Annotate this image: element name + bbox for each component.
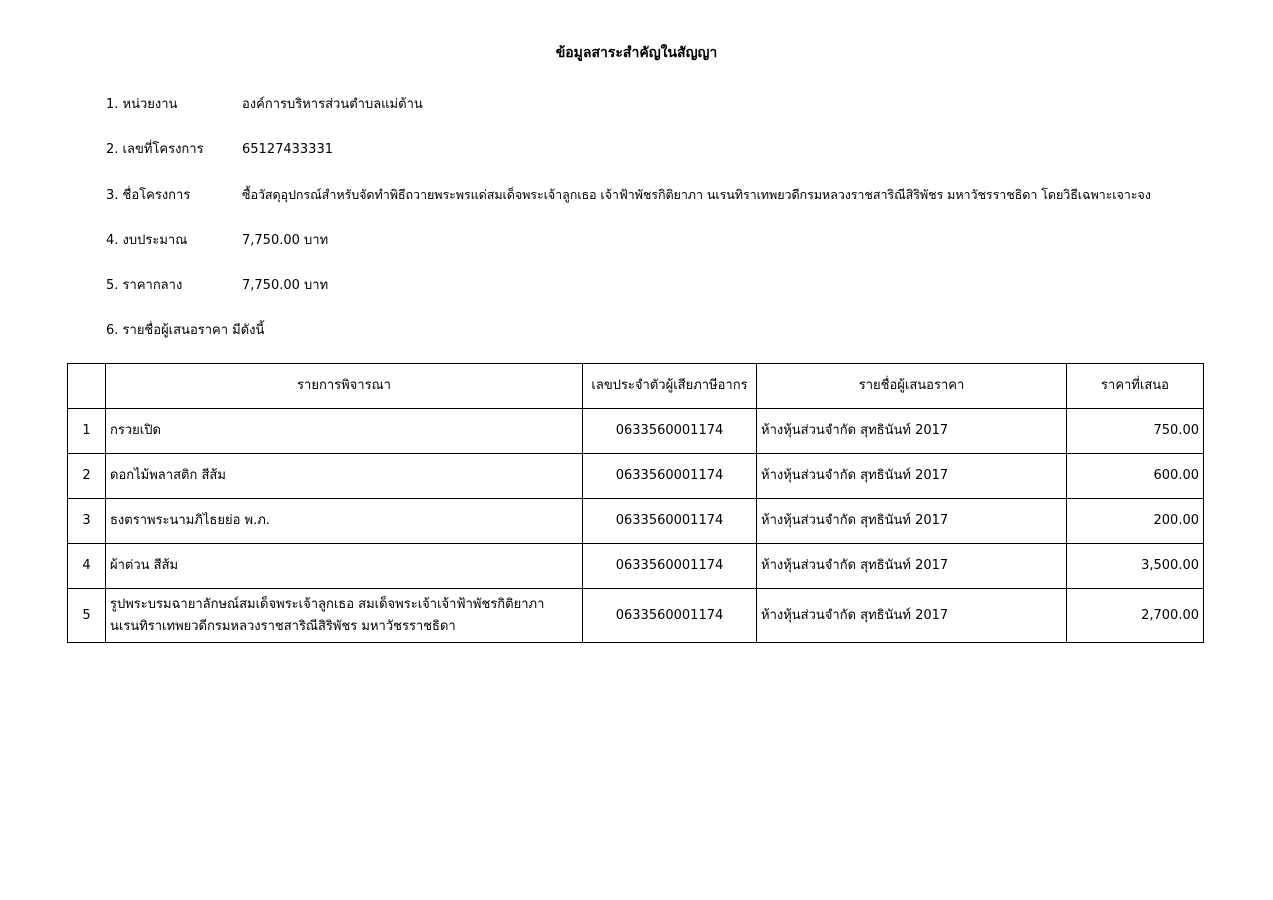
row-price: 3,500.00 xyxy=(1067,544,1204,589)
field-median-price xyxy=(106,275,328,297)
row-bidder: ห้างหุ้นส่วนจำกัด สุทธินันท์ 2017 xyxy=(757,499,1067,544)
field-label: 3. ชื่อโครงการ xyxy=(106,188,191,203)
document-title: ข้อมูลสาระสำคัญในสัญญา xyxy=(555,45,718,61)
row-tax-id: 0633560001174 xyxy=(583,589,757,643)
row-bidder: ห้างหุ้นส่วนจำกัด สุทธินันท์ 2017 xyxy=(757,589,1067,643)
field-value: องค์การบริหารส่วนตำบลแม่ต้าน xyxy=(242,97,423,112)
row-item-line: รูปพระบรมฉายาลักษณ์สมเด็จพระเจ้าลูกเธอ สมเด็จพระเจ้าเจ้าฟ้าพัชรกิติยาภา xyxy=(110,596,545,612)
row-num: 5 xyxy=(68,589,106,643)
row-tax-id: 0633560001174 xyxy=(583,454,757,499)
row-bidder: ห้างหุ้นส่วนจำกัด สุทธินันท์ 2017 xyxy=(757,409,1067,454)
row-item: กรวยเปิด xyxy=(106,409,583,454)
row-bidder: ห้างหุ้นส่วนจำกัด สุทธินันท์ 2017 xyxy=(757,544,1067,589)
field-value: ซื้อวัสดุอุปกรณ์สำหรับจัดทำพิธีถวายพระพรแด่สมเด็จพระเจ้าลูกเธอ เจ้าฟ้าพัชรกิติยาภา นเรนทิราเทพยวดีกรมหลวงราชสาริณีสิริพัชร มหาวัชรราชธิดา โดยวิธีเฉพาะเจาะจง xyxy=(242,187,1151,202)
table-row xyxy=(68,409,1204,454)
header-item: รายการพิจารณา xyxy=(106,364,583,409)
row-bidder: ห้างหุ้นส่วนจำกัด สุทธินันท์ 2017 xyxy=(757,454,1067,499)
header-price: ราคาที่เสนอ xyxy=(1067,364,1204,409)
field-value: 7,750.00 บาท xyxy=(242,233,329,248)
header-tax-id: เลขประจำตัวผู้เสียภาษีอากร xyxy=(583,364,757,409)
row-item-line: นเรนทิราเทพยวดีกรมหลวงราชสาริณีสิริพัชร มหาวัชรราชธิดา xyxy=(110,618,456,634)
field-agency xyxy=(106,94,423,116)
row-item: ผ้าต่วน สีส้ม xyxy=(106,544,583,589)
header-num xyxy=(68,364,106,409)
row-tax-id: 0633560001174 xyxy=(583,409,757,454)
row-price: 200.00 xyxy=(1067,499,1204,544)
row-tax-id: 0633560001174 xyxy=(583,499,757,544)
row-price: 750.00 xyxy=(1067,409,1204,454)
field-project-number xyxy=(106,139,333,161)
table-header-row xyxy=(68,364,1204,409)
field-label: 5. ราคากลาง xyxy=(106,278,183,293)
field-value: 65127433331 xyxy=(242,142,333,157)
table-row xyxy=(68,499,1204,544)
field-project-name xyxy=(106,184,1151,206)
row-num: 2 xyxy=(68,454,106,499)
field-budget xyxy=(106,230,328,252)
table-row xyxy=(68,589,1204,643)
table-row xyxy=(68,454,1204,499)
field-value: 7,750.00 บาท xyxy=(242,278,329,293)
row-num: 3 xyxy=(68,499,106,544)
table-row xyxy=(68,544,1204,589)
row-num: 1 xyxy=(68,409,106,454)
field-label: 4. งบประมาณ xyxy=(106,233,188,248)
header-bidder: รายชื่อผู้เสนอราคา xyxy=(757,364,1067,409)
field-label: 1. หน่วยงาน xyxy=(106,97,178,112)
row-num: 4 xyxy=(68,544,106,589)
row-item: ธงตราพระนามภิไธยย่อ พ.ภ. xyxy=(106,499,583,544)
bidders-heading: 6. รายชื่อผู้เสนอราคา มีดังนี้ xyxy=(106,323,265,338)
row-price: 600.00 xyxy=(1067,454,1204,499)
field-label: 2. เลขที่โครงการ xyxy=(106,142,204,157)
row-item xyxy=(106,589,583,643)
row-item: ดอกไม้พลาสติก สีส้ม xyxy=(106,454,583,499)
bidders-table xyxy=(67,363,1204,643)
row-tax-id: 0633560001174 xyxy=(583,544,757,589)
row-price: 2,700.00 xyxy=(1067,589,1204,643)
